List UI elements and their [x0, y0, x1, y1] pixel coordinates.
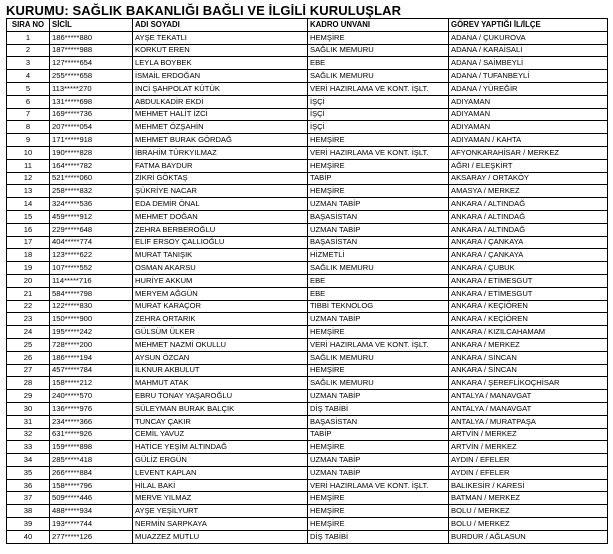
- header-sicil: SİCİL: [50, 19, 133, 32]
- table-row: [7, 300, 608, 313]
- cell-adi-soyadi: OSMAN AKARSU: [133, 262, 308, 275]
- cell-sira-no: 7: [7, 108, 50, 121]
- table-body: [7, 31, 608, 543]
- cell-adi-soyadi: HATİCE YEŞİM ALTINDAĞ: [133, 441, 308, 454]
- cell-gorev-yeri: AYDIN / EFELER: [449, 454, 608, 467]
- cell-sira-no: 33: [7, 441, 50, 454]
- cell-sira-no: 14: [7, 198, 50, 211]
- cell-adi-soyadi: MEHMET ÖZŞAHİN: [133, 121, 308, 134]
- cell-sira-no: 6: [7, 95, 50, 108]
- table-row: [7, 249, 608, 262]
- cell-adi-soyadi: CEMİL YAVUZ: [133, 428, 308, 441]
- cell-adi-soyadi: HURİYE AKKUM: [133, 274, 308, 287]
- cell-sicil: 229*****648: [50, 223, 133, 236]
- table-row: [7, 82, 608, 95]
- cell-sira-no: 24: [7, 326, 50, 339]
- table-row: [7, 44, 608, 57]
- table-row: [7, 313, 608, 326]
- cell-gorev-yeri: ADANA / TUFANBEYLİ: [449, 70, 608, 83]
- cell-sicil: 207*****054: [50, 121, 133, 134]
- cell-gorev-yeri: BOLU / MERKEZ: [449, 505, 608, 518]
- table-row: [7, 95, 608, 108]
- cell-sira-no: 1: [7, 31, 50, 44]
- cell-sira-no: 30: [7, 402, 50, 415]
- cell-sicil: 193*****744: [50, 518, 133, 531]
- cell-adi-soyadi: MEHMET DOĞAN: [133, 210, 308, 223]
- cell-gorev-yeri: ANTALYA / MANAVGAT: [449, 402, 608, 415]
- page-title: KURUMU: SAĞLIK BAKANLIĞI BAĞLI VE İLGİLİ KURULUŞLAR: [6, 3, 402, 18]
- cell-gorev-yeri: AMASYA / MERKEZ: [449, 185, 608, 198]
- cell-gorev-yeri: AFYONKARAHİSAR / MERKEZ: [449, 146, 608, 159]
- cell-sicil: 158*****796: [50, 479, 133, 492]
- table-row: [7, 530, 608, 543]
- cell-adi-soyadi: MERYEM AĞGÜN: [133, 287, 308, 300]
- cell-kadro-unvani: HİZMETLİ: [308, 249, 449, 262]
- cell-kadro-unvani: BAŞASİSTAN: [308, 236, 449, 249]
- cell-adi-soyadi: İBRAHİM TÜRKYILMAZ: [133, 146, 308, 159]
- cell-adi-soyadi: GÜLSÜM ÜLKER: [133, 326, 308, 339]
- cell-kadro-unvani: VERİ HAZIRLAMA VE KONT. İŞLT.: [308, 479, 449, 492]
- cell-kadro-unvani: HEMŞİRE: [308, 159, 449, 172]
- cell-sira-no: 4: [7, 70, 50, 83]
- cell-sira-no: 26: [7, 351, 50, 364]
- cell-kadro-unvani: DİŞ TABİBİ: [308, 402, 449, 415]
- table-row: [7, 364, 608, 377]
- cell-sicil: 584*****798: [50, 287, 133, 300]
- cell-sira-no: 28: [7, 377, 50, 390]
- cell-kadro-unvani: DİŞ TABİBİ: [308, 530, 449, 543]
- cell-sicil: 186*****880: [50, 31, 133, 44]
- cell-adi-soyadi: LEVENT KAPLAN: [133, 466, 308, 479]
- cell-kadro-unvani: TIBBİ TEKNOLOG: [308, 300, 449, 313]
- cell-kadro-unvani: SAĞLIK MEMURU: [308, 377, 449, 390]
- cell-adi-soyadi: TUNCAY ÇAKIR: [133, 415, 308, 428]
- cell-gorev-yeri: AYDIN / EFELER: [449, 466, 608, 479]
- table-row: [7, 121, 608, 134]
- cell-sicil: 169*****736: [50, 108, 133, 121]
- cell-sira-no: 39: [7, 518, 50, 531]
- table-row: [7, 492, 608, 505]
- cell-gorev-yeri: BALIKESİR / KARESİ: [449, 479, 608, 492]
- cell-kadro-unvani: VERİ HAZIRLAMA VE KONT. İŞLT.: [308, 82, 449, 95]
- cell-sicil: 159*****898: [50, 441, 133, 454]
- cell-adi-soyadi: ŞÜKRİYE NACAR: [133, 185, 308, 198]
- cell-kadro-unvani: EBE: [308, 57, 449, 70]
- cell-kadro-unvani: HEMŞİRE: [308, 134, 449, 147]
- cell-adi-soyadi: İNCİ ŞAHPOLAT KÜTÜK: [133, 82, 308, 95]
- table-row: [7, 287, 608, 300]
- cell-sicil: 728*****200: [50, 338, 133, 351]
- cell-kadro-unvani: UZMAN TABİP: [308, 454, 449, 467]
- cell-adi-soyadi: EBRU TONAY YAŞAROĞLU: [133, 390, 308, 403]
- cell-adi-soyadi: ZİKRİ GÖKTAŞ: [133, 172, 308, 185]
- cell-sicil: 158*****212: [50, 377, 133, 390]
- cell-adi-soyadi: EDA DEMİR ÖNAL: [133, 198, 308, 211]
- cell-sicil: 122*****830: [50, 300, 133, 313]
- table-row: [7, 415, 608, 428]
- cell-kadro-unvani: EBE: [308, 287, 449, 300]
- cell-adi-soyadi: ZEHRA ORTARIK: [133, 313, 308, 326]
- cell-sira-no: 23: [7, 313, 50, 326]
- cell-adi-soyadi: MEHMET HALİT İZCİ: [133, 108, 308, 121]
- cell-sira-no: 18: [7, 249, 50, 262]
- cell-sicil: 195*****242: [50, 326, 133, 339]
- cell-sira-no: 13: [7, 185, 50, 198]
- table-row: [7, 505, 608, 518]
- table-row: [7, 262, 608, 275]
- cell-sira-no: 11: [7, 159, 50, 172]
- cell-gorev-yeri: ANKARA / KIZILCAHAMAM: [449, 326, 608, 339]
- cell-gorev-yeri: ANKARA / KEÇİÖREN: [449, 313, 608, 326]
- cell-adi-soyadi: ELİF ERSOY ÇALLIOĞLU: [133, 236, 308, 249]
- cell-sicil: 171*****918: [50, 134, 133, 147]
- cell-adi-soyadi: LEYLA BOYBEK: [133, 57, 308, 70]
- cell-sira-no: 20: [7, 274, 50, 287]
- cell-adi-soyadi: MERVE YILMAZ: [133, 492, 308, 505]
- table-row: [7, 210, 608, 223]
- cell-kadro-unvani: SAĞLIK MEMURU: [308, 262, 449, 275]
- cell-adi-soyadi: ZEHRA BERBEROĞLU: [133, 223, 308, 236]
- cell-adi-soyadi: MURAT TANIŞIK: [133, 249, 308, 262]
- cell-sicil: 255*****658: [50, 70, 133, 83]
- cell-sicil: 459*****912: [50, 210, 133, 223]
- cell-gorev-yeri: ADIYAMAN: [449, 108, 608, 121]
- cell-sira-no: 37: [7, 492, 50, 505]
- cell-sicil: 266*****884: [50, 466, 133, 479]
- cell-gorev-yeri: ANTALYA / MURATPAŞA: [449, 415, 608, 428]
- cell-sicil: 631*****926: [50, 428, 133, 441]
- cell-sicil: 285*****418: [50, 454, 133, 467]
- cell-sira-no: 31: [7, 415, 50, 428]
- cell-sicil: 324*****536: [50, 198, 133, 211]
- table-row: [7, 351, 608, 364]
- table-row: [7, 466, 608, 479]
- cell-kadro-unvani: UZMAN TABİP: [308, 198, 449, 211]
- cell-kadro-unvani: HEMŞİRE: [308, 364, 449, 377]
- cell-sicil: 234*****366: [50, 415, 133, 428]
- cell-gorev-yeri: ADANA / SAİMBEYLİ: [449, 57, 608, 70]
- cell-sira-no: 17: [7, 236, 50, 249]
- cell-sicil: 107*****552: [50, 262, 133, 275]
- cell-kadro-unvani: HEMŞİRE: [308, 505, 449, 518]
- cell-sira-no: 38: [7, 505, 50, 518]
- cell-kadro-unvani: TABİP: [308, 428, 449, 441]
- table-row: [7, 518, 608, 531]
- cell-kadro-unvani: BAŞASİSTAN: [308, 415, 449, 428]
- cell-sicil: 123*****622: [50, 249, 133, 262]
- cell-gorev-yeri: AKSARAY / ORTAKÖY: [449, 172, 608, 185]
- cell-gorev-yeri: ANKARA / SİNCAN: [449, 364, 608, 377]
- table-row: [7, 338, 608, 351]
- cell-sira-no: 12: [7, 172, 50, 185]
- cell-kadro-unvani: TABİP: [308, 172, 449, 185]
- cell-gorev-yeri: ANKARA / ALTINDAĞ: [449, 210, 608, 223]
- cell-kadro-unvani: İŞÇİ: [308, 121, 449, 134]
- table-row: [7, 223, 608, 236]
- cell-gorev-yeri: ADANA / ÇUKUROVA: [449, 31, 608, 44]
- table-row: [7, 428, 608, 441]
- table-row: [7, 31, 608, 44]
- header-sira-no: SIRA NO: [7, 19, 50, 32]
- cell-sicil: 509*****446: [50, 492, 133, 505]
- table-row: [7, 172, 608, 185]
- cell-gorev-yeri: ANKARA / ALTINDAĞ: [449, 198, 608, 211]
- cell-sira-no: 29: [7, 390, 50, 403]
- cell-sicil: 113*****270: [50, 82, 133, 95]
- cell-sira-no: 32: [7, 428, 50, 441]
- cell-sira-no: 9: [7, 134, 50, 147]
- cell-gorev-yeri: ANKARA / ALTINDAĞ: [449, 223, 608, 236]
- cell-sira-no: 16: [7, 223, 50, 236]
- cell-sicil: 258*****832: [50, 185, 133, 198]
- cell-kadro-unvani: HEMŞİRE: [308, 31, 449, 44]
- cell-adi-soyadi: MEHMET NAZMİ OKULLU: [133, 338, 308, 351]
- table-row: [7, 57, 608, 70]
- cell-adi-soyadi: MEHMET BURAK GÖRDAĞ: [133, 134, 308, 147]
- cell-sira-no: 8: [7, 121, 50, 134]
- cell-sicil: 136*****976: [50, 402, 133, 415]
- cell-sicil: 150*****900: [50, 313, 133, 326]
- cell-sicil: 457*****784: [50, 364, 133, 377]
- cell-kadro-unvani: VERİ HAZIRLAMA VE KONT. İŞLT.: [308, 146, 449, 159]
- cell-sira-no: 34: [7, 454, 50, 467]
- cell-gorev-yeri: BURDUR / AĞLASUN: [449, 530, 608, 543]
- personnel-table: [6, 18, 608, 544]
- cell-gorev-yeri: ANKARA / ŞEREFLİKOÇHİSAR: [449, 377, 608, 390]
- header-adi-soyadi: ADI SOYADI: [133, 19, 308, 32]
- cell-sicil: 404*****774: [50, 236, 133, 249]
- cell-sira-no: 10: [7, 146, 50, 159]
- cell-adi-soyadi: NERMİN SARPKAYA: [133, 518, 308, 531]
- table-header-row: [7, 19, 608, 32]
- cell-sira-no: 22: [7, 300, 50, 313]
- cell-adi-soyadi: ABDULKADİR EKDİ: [133, 95, 308, 108]
- cell-kadro-unvani: SAĞLIK MEMURU: [308, 351, 449, 364]
- cell-sicil: 164*****782: [50, 159, 133, 172]
- cell-gorev-yeri: ANKARA / KEÇİÖREN: [449, 300, 608, 313]
- cell-adi-soyadi: FATMA BAYDUR: [133, 159, 308, 172]
- cell-sicil: 240*****570: [50, 390, 133, 403]
- table-row: [7, 377, 608, 390]
- cell-gorev-yeri: ANKARA / ETİMESGUT: [449, 274, 608, 287]
- cell-kadro-unvani: İŞÇİ: [308, 95, 449, 108]
- table-row: [7, 402, 608, 415]
- cell-kadro-unvani: SAĞLIK MEMURU: [308, 70, 449, 83]
- cell-sira-no: 27: [7, 364, 50, 377]
- cell-gorev-yeri: ANKARA / ETİMESGUT: [449, 287, 608, 300]
- cell-sira-no: 15: [7, 210, 50, 223]
- cell-adi-soyadi: AYSUN ÖZCAN: [133, 351, 308, 364]
- cell-gorev-yeri: ANKARA / MERKEZ: [449, 338, 608, 351]
- header-gorev-yeri: GÖREV YAPTIĞI İL/İLÇE: [449, 19, 608, 32]
- cell-kadro-unvani: UZMAN TABİP: [308, 466, 449, 479]
- table-row: [7, 159, 608, 172]
- cell-kadro-unvani: UZMAN TABİP: [308, 223, 449, 236]
- table-row: [7, 390, 608, 403]
- cell-gorev-yeri: ADIYAMAN: [449, 95, 608, 108]
- cell-sira-no: 25: [7, 338, 50, 351]
- cell-gorev-yeri: ARTVİN / MERKEZ: [449, 428, 608, 441]
- table-row: [7, 146, 608, 159]
- cell-adi-soyadi: AYŞE YEŞİLYURT: [133, 505, 308, 518]
- table-row: [7, 326, 608, 339]
- cell-sicil: 521*****060: [50, 172, 133, 185]
- cell-adi-soyadi: MAHMUT ATAK: [133, 377, 308, 390]
- cell-gorev-yeri: ADANA / KARAİSALI: [449, 44, 608, 57]
- table-row: [7, 274, 608, 287]
- table-row: [7, 198, 608, 211]
- cell-gorev-yeri: ANTALYA / MANAVGAT: [449, 390, 608, 403]
- cell-sira-no: 19: [7, 262, 50, 275]
- table-row: [7, 185, 608, 198]
- table-row: [7, 454, 608, 467]
- cell-adi-soyadi: SÜLEYMAN BURAK BALÇIK: [133, 402, 308, 415]
- cell-sicil: 131*****698: [50, 95, 133, 108]
- cell-gorev-yeri: BATMAN / MERKEZ: [449, 492, 608, 505]
- cell-sicil: 127*****654: [50, 57, 133, 70]
- cell-sira-no: 40: [7, 530, 50, 543]
- cell-adi-soyadi: KORKUT EREN: [133, 44, 308, 57]
- cell-kadro-unvani: VERİ HAZIRLAMA VE KONT. İŞLT.: [308, 338, 449, 351]
- cell-sicil: 190*****828: [50, 146, 133, 159]
- cell-kadro-unvani: UZMAN TABİP: [308, 390, 449, 403]
- cell-kadro-unvani: SAĞLIK MEMURU: [308, 44, 449, 57]
- cell-adi-soyadi: AYŞE TEKATLI: [133, 31, 308, 44]
- cell-sira-no: 35: [7, 466, 50, 479]
- table-row: [7, 441, 608, 454]
- cell-kadro-unvani: HEMŞİRE: [308, 518, 449, 531]
- cell-gorev-yeri: AĞRI / ELEŞKİRT: [449, 159, 608, 172]
- cell-adi-soyadi: İSMAİL ERDOĞAN: [133, 70, 308, 83]
- cell-sira-no: 2: [7, 44, 50, 57]
- cell-gorev-yeri: ARTVİN / MERKEZ: [449, 441, 608, 454]
- table-row: [7, 479, 608, 492]
- cell-kadro-unvani: İŞÇİ: [308, 108, 449, 121]
- cell-kadro-unvani: HEMŞİRE: [308, 441, 449, 454]
- cell-gorev-yeri: ADANA / YÜREĞİR: [449, 82, 608, 95]
- header-kadro-unvani: KADRO UNVANI: [308, 19, 449, 32]
- cell-gorev-yeri: ANKARA / ÇANKAYA: [449, 236, 608, 249]
- cell-adi-soyadi: GÜLİZ ERGÜN: [133, 454, 308, 467]
- cell-kadro-unvani: HEMŞİRE: [308, 492, 449, 505]
- cell-kadro-unvani: EBE: [308, 274, 449, 287]
- cell-sicil: 187*****988: [50, 44, 133, 57]
- table-row: [7, 134, 608, 147]
- cell-gorev-yeri: ADIYAMAN / KAHTA: [449, 134, 608, 147]
- table-row: [7, 108, 608, 121]
- cell-kadro-unvani: BAŞASİSTAN: [308, 210, 449, 223]
- cell-sira-no: 36: [7, 479, 50, 492]
- cell-sicil: 488*****934: [50, 505, 133, 518]
- cell-sicil: 114*****716: [50, 274, 133, 287]
- cell-sira-no: 21: [7, 287, 50, 300]
- cell-kadro-unvani: UZMAN TABİP: [308, 313, 449, 326]
- cell-sira-no: 5: [7, 82, 50, 95]
- cell-sicil: 277*****126: [50, 530, 133, 543]
- cell-sira-no: 3: [7, 57, 50, 70]
- cell-adi-soyadi: HİLAL BAKİ: [133, 479, 308, 492]
- cell-kadro-unvani: HEMŞİRE: [308, 326, 449, 339]
- cell-adi-soyadi: İLKNUR AKBULUT: [133, 364, 308, 377]
- cell-gorev-yeri: ANKARA / ÇANKAYA: [449, 249, 608, 262]
- cell-adi-soyadi: MURAT KARAÇOR: [133, 300, 308, 313]
- cell-kadro-unvani: HEMŞİRE: [308, 185, 449, 198]
- cell-gorev-yeri: ADIYAMAN: [449, 121, 608, 134]
- table-row: [7, 236, 608, 249]
- cell-sicil: 186*****194: [50, 351, 133, 364]
- table-row: [7, 70, 608, 83]
- cell-gorev-yeri: BOLU / MERKEZ: [449, 518, 608, 531]
- cell-gorev-yeri: ANKARA / SİNCAN: [449, 351, 608, 364]
- cell-adi-soyadi: MUAZZEZ MUTLU: [133, 530, 308, 543]
- cell-gorev-yeri: ANKARA / ÇUBUK: [449, 262, 608, 275]
